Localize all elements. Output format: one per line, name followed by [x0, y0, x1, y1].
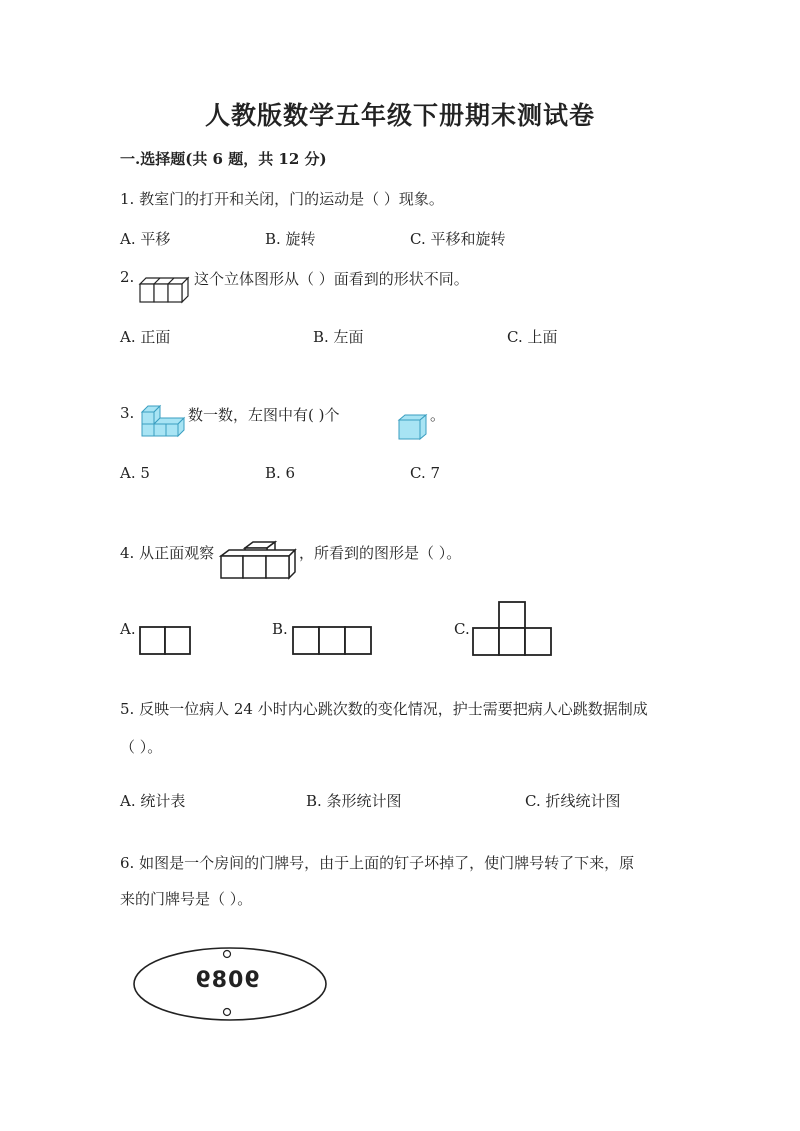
- question-4-text-end: ，所看到的图形是（ ）。: [299, 544, 462, 562]
- question-4-text: 4. 从正面观察: [120, 544, 215, 562]
- question-4-option-a[interactable]: A.: [120, 620, 136, 638]
- question-5-text-line2: （ ）。: [120, 738, 163, 756]
- question-3-cube-stack: [140, 404, 186, 442]
- question-3-unit-cube: [398, 414, 428, 440]
- question-4-option-b[interactable]: B.: [272, 620, 288, 638]
- question-2-text: 这个立体图形从（ ）面看到的形状不同。: [194, 270, 469, 288]
- question-2-option-b[interactable]: B. 左面: [313, 328, 364, 346]
- page-title: 人教版数学五年级下册期末测试卷: [204, 101, 595, 130]
- question-4-option-b-figure[interactable]: [292, 626, 372, 656]
- question-3-text-end: 。: [430, 406, 446, 424]
- question-1-option-b[interactable]: B. 旋转: [265, 230, 316, 248]
- question-6-text-line1: 6. 如图是一个房间的门牌号，由于上面的钉子坏掉了，使门牌号转了下来，原: [120, 854, 635, 872]
- question-1-option-c[interactable]: C. 平移和旋转: [410, 230, 506, 248]
- question-2-solid-figure: [138, 276, 190, 304]
- door-plate-number: 9089: [194, 968, 260, 993]
- question-3-number: 3.: [120, 404, 135, 422]
- question-4-option-c[interactable]: C.: [454, 620, 470, 638]
- question-4-option-c-figure[interactable]: [472, 601, 552, 657]
- question-3-option-c[interactable]: C. 7: [410, 464, 441, 482]
- question-2-option-a[interactable]: A. 正面: [120, 328, 171, 346]
- question-1-option-a[interactable]: A. 平移: [120, 230, 171, 248]
- question-5-option-b[interactable]: B. 条形统计图: [306, 792, 402, 810]
- question-5-option-a[interactable]: A. 统计表: [120, 792, 186, 810]
- question-3-option-a[interactable]: A. 5: [120, 464, 150, 482]
- question-2-number: 2.: [120, 268, 135, 286]
- section-heading: 一.选择题(共 6 题，共 12 分): [120, 150, 327, 168]
- question-6-door-plate: [120, 940, 340, 1030]
- question-4-option-a-figure[interactable]: [139, 626, 191, 656]
- question-5-text-line1: 5. 反映一位病人 24 小时内心跳次数的变化情况，护士需要把病人心跳数据制成: [120, 700, 648, 718]
- question-2-option-c[interactable]: C. 上面: [507, 328, 558, 346]
- question-3-text: 数一数，左图中有( )个: [188, 406, 340, 424]
- question-3-option-b[interactable]: B. 6: [265, 464, 296, 482]
- question-1-text: 1. 教室门的打开和关闭，门的运动是（ ）现象。: [120, 190, 444, 208]
- question-6-text-line2: 来的门牌号是（ ）。: [120, 890, 253, 908]
- question-4-solid-figure: [219, 540, 297, 580]
- question-5-option-c[interactable]: C. 折线统计图: [525, 792, 621, 810]
